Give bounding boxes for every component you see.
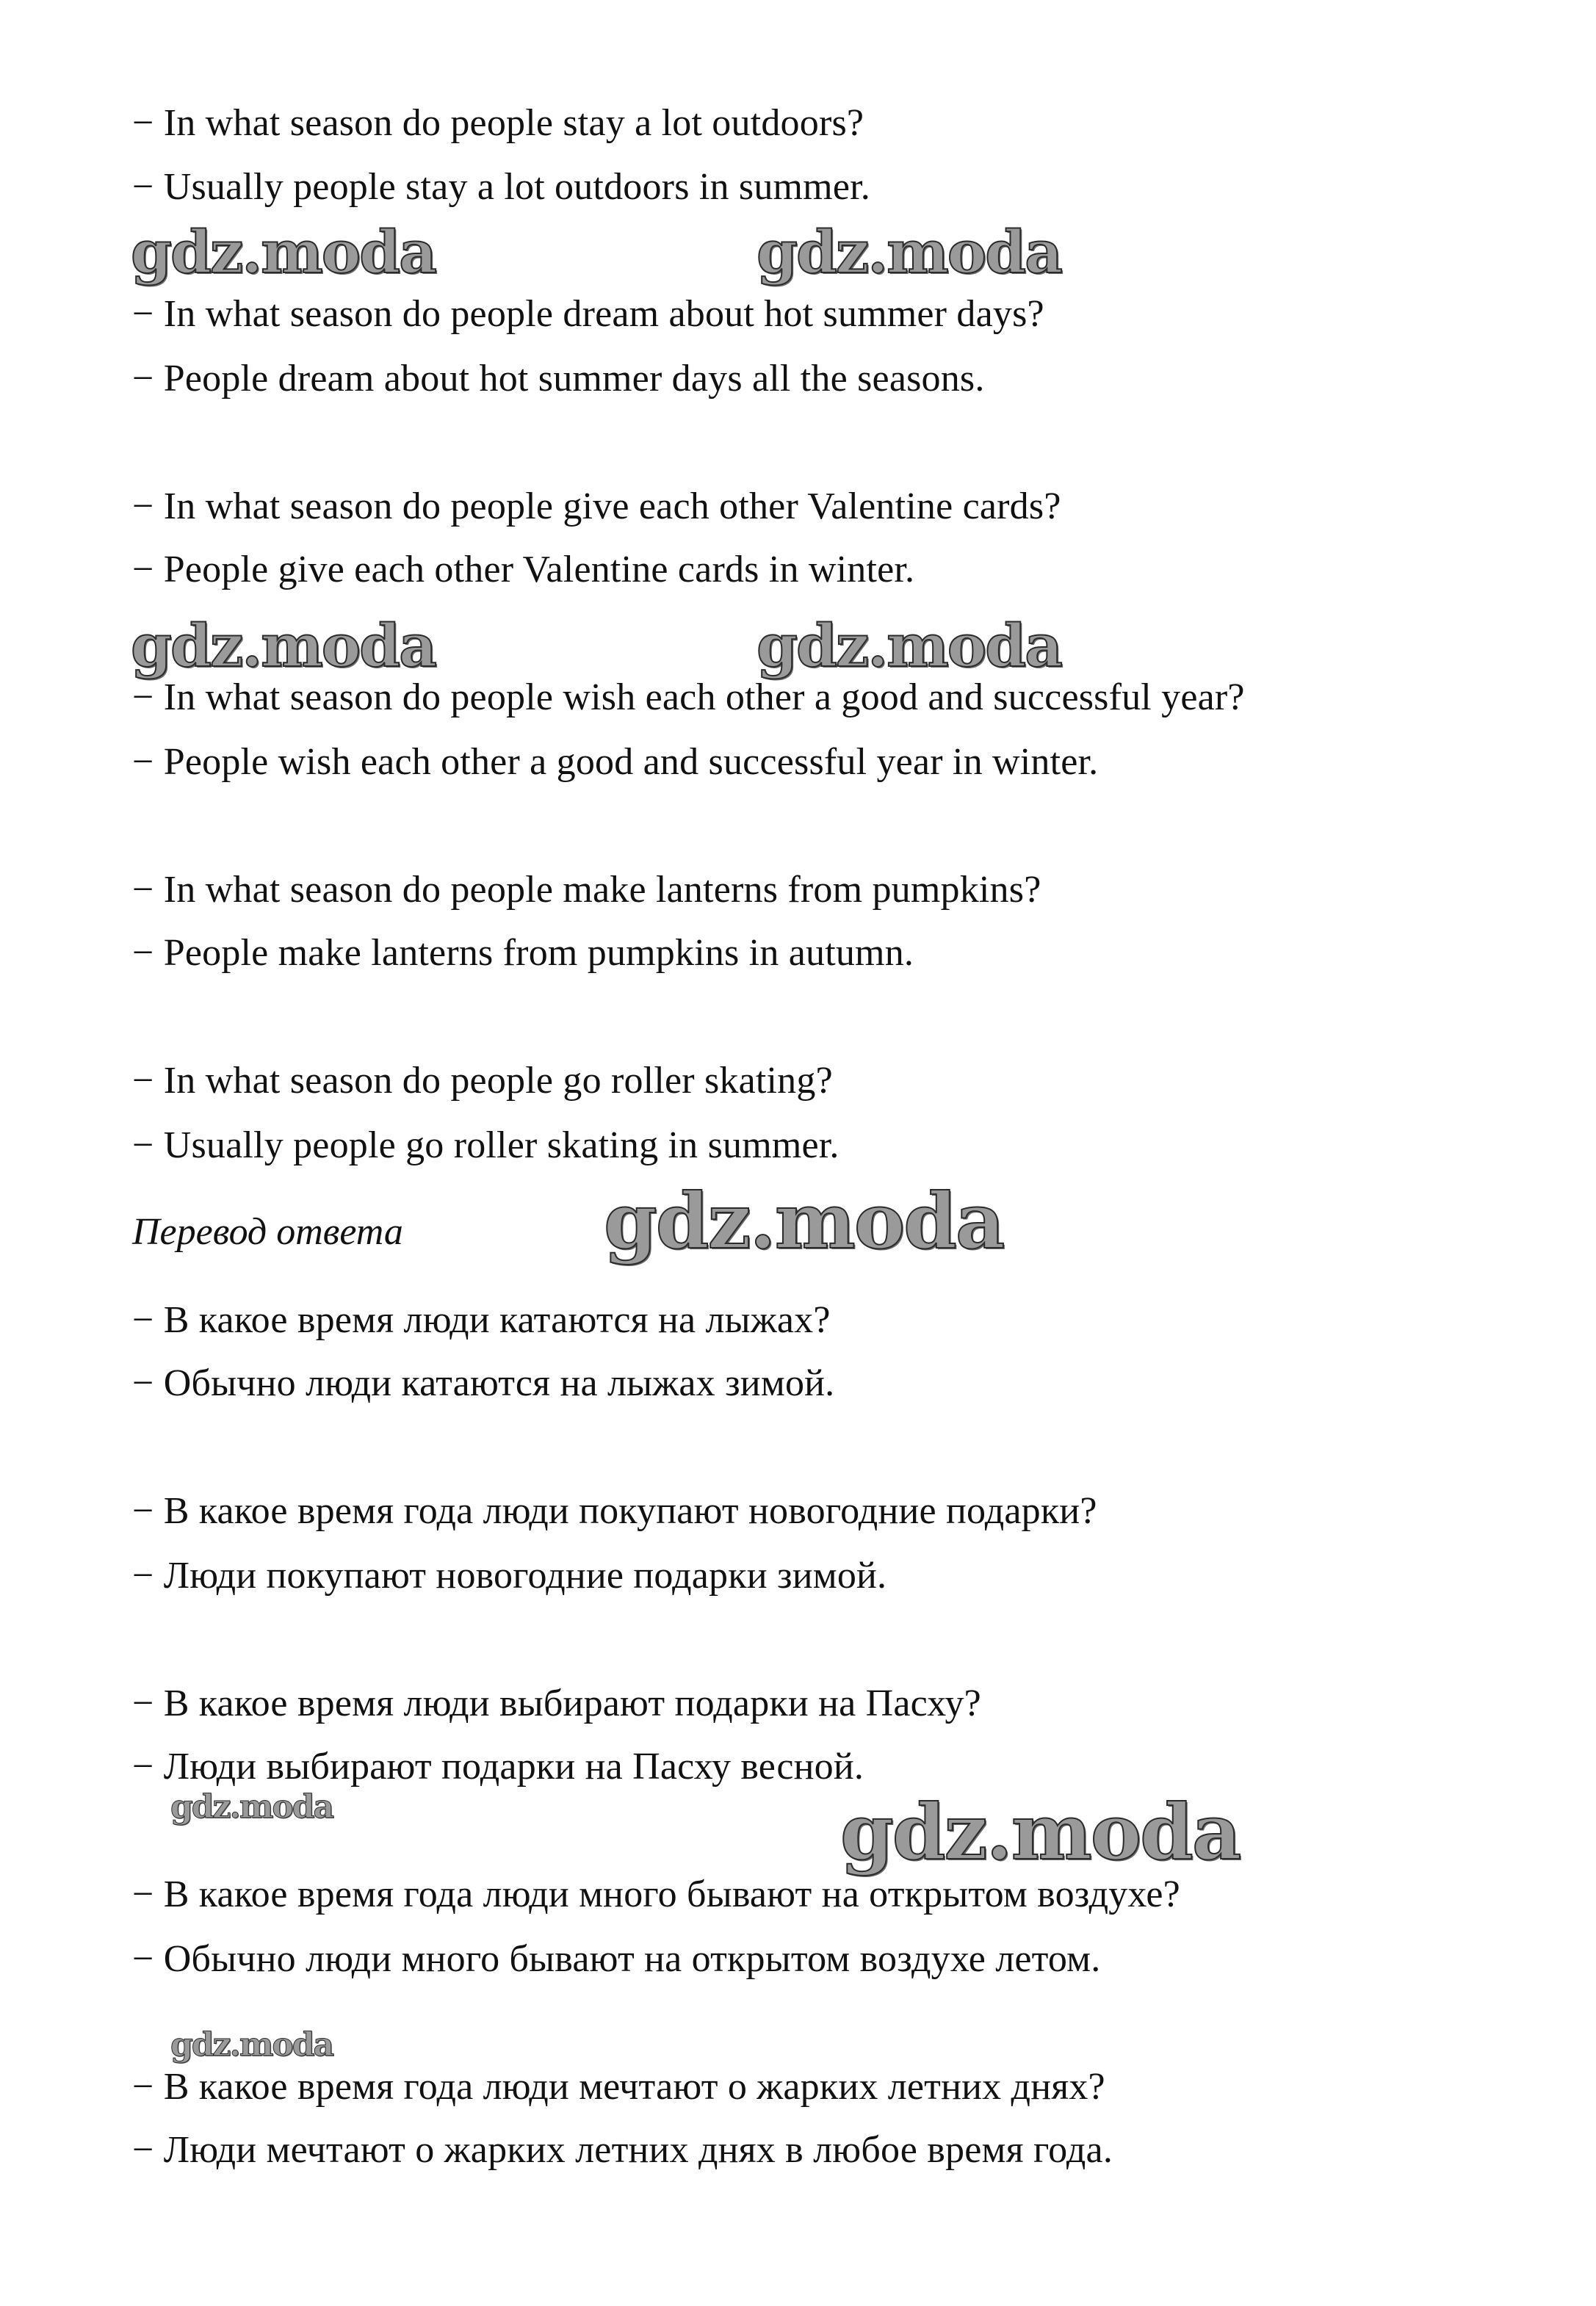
watermark: gdz.moda: [170, 2026, 333, 2064]
english-line-5: − In what season do people give each other Valentine cards?: [132, 485, 1061, 527]
russian-line-1: − В какое время люди катаются на лыжах?: [132, 1299, 831, 1341]
english-line-11: − In what season do people go roller skating?: [132, 1060, 833, 1102]
russian-line-7: − В какое время года люди много бывают на открытом воздухе?: [132, 1873, 1180, 1915]
watermark: gdz.moda: [604, 1176, 1004, 1266]
watermark: gdz.moda: [757, 217, 1061, 286]
english-line-4: − People dream about hot summer days all the seasons.: [132, 358, 985, 400]
watermark: gdz.moda: [131, 611, 436, 680]
russian-line-3: − В какое время года люди покупают новогодние подарки?: [132, 1490, 1097, 1532]
russian-line-8: − Обычно люди много бывают на открытом воздухе летом.: [132, 1938, 1101, 1980]
english-line-12: − Usually people go roller skating in summer.: [132, 1124, 839, 1166]
english-line-7: − In what season do people wish each other a good and successful year?: [132, 676, 1245, 718]
russian-line-6: − Люди выбирают подарки на Пасху весной.: [132, 1746, 864, 1788]
russian-line-5: − В какое время люди выбирают подарки на Пасху?: [132, 1682, 981, 1724]
russian-line-9: − В какое время года люди мечтают о жарких летних днях?: [132, 2066, 1105, 2108]
watermark: gdz.moda: [170, 1788, 333, 1826]
translation-heading: Перевод ответа: [132, 1211, 403, 1253]
english-line-9: − In what season do people make lanterns from pumpkins?: [132, 869, 1041, 911]
russian-line-10: − Люди мечтают о жарких летних днях в любое время года.: [132, 2129, 1113, 2171]
russian-line-4: − Люди покупают новогодние подарки зимой.: [132, 1555, 887, 1597]
english-line-6: − People give each other Valentine cards in winter.: [132, 549, 915, 590]
watermark: gdz.moda: [840, 1787, 1241, 1877]
english-line-3: − In what season do people dream about hot summer days?: [132, 293, 1044, 335]
english-line-1: − In what season do people stay a lot outdoors?: [132, 102, 864, 144]
english-line-8: − People wish each other a good and successful year in winter.: [132, 741, 1099, 783]
english-line-10: − People make lanterns from pumpkins in autumn.: [132, 932, 914, 974]
russian-line-2: − Обычно люди катаются на лыжах зимой.: [132, 1362, 835, 1404]
watermark: gdz.moda: [757, 611, 1061, 680]
watermark: gdz.moda: [131, 217, 436, 286]
english-line-2: − Usually people stay a lot outdoors in summer.: [132, 166, 870, 208]
